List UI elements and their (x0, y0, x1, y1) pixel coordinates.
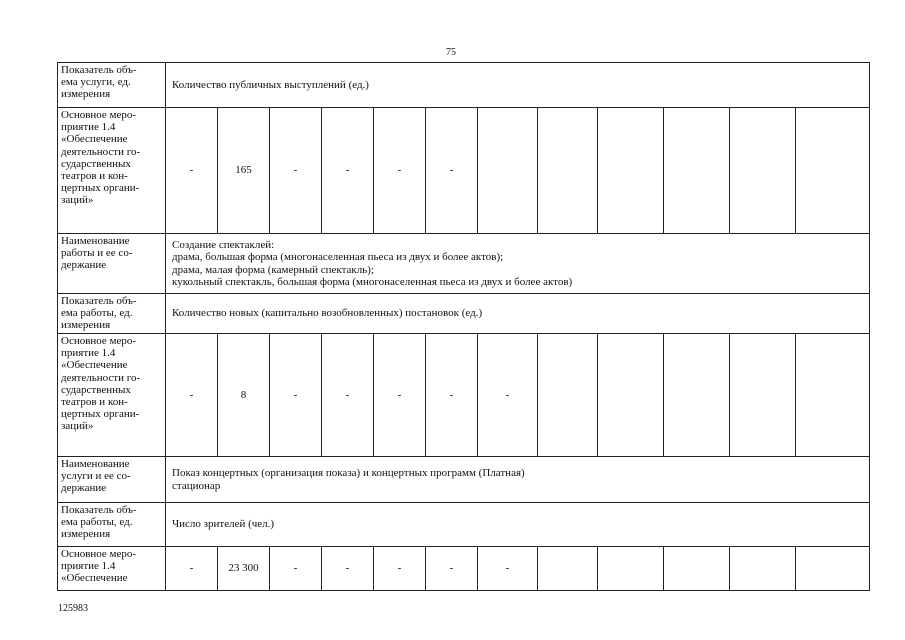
row-label: Наименование услуги и ее со- держание (58, 457, 166, 503)
value-cell: - (374, 547, 426, 591)
table-row (58, 457, 870, 503)
value-cell (538, 108, 598, 234)
table-row (58, 294, 870, 334)
value-cell: - (426, 108, 478, 234)
value-cell (538, 547, 598, 591)
indicator-text: Количество новых (капитально возобновленных) постановок (ед.) (166, 294, 870, 334)
value-cell: - (478, 547, 538, 591)
value-cell (796, 334, 870, 457)
value-cell (478, 108, 538, 234)
value-cell (796, 108, 870, 234)
value-cell (664, 334, 730, 457)
indicator-text: Количество публичных выступлений (ед.) (166, 63, 870, 108)
value-cell: - (374, 334, 426, 457)
row-label: Показатель объ- ема работы, ед. измерения (58, 294, 166, 334)
value-cell: 8 (218, 334, 270, 457)
indicator-text: Число зрителей (чел.) (166, 503, 870, 547)
row-label: Показатель объ- ема работы, ед. измерения (58, 503, 166, 547)
table-row (58, 63, 870, 108)
value-cell (730, 547, 796, 591)
value-cell (664, 108, 730, 234)
row-label: Основное меро- приятие 1.4 «Обеспечение деятельности го- сударственных театров и кон- цертных органи- заций» (58, 108, 166, 234)
value-cell: - (322, 108, 374, 234)
value-cell: - (166, 108, 218, 234)
row-label: Показатель объ- ема услуги, ед. измерения (58, 63, 166, 108)
service-description: Показ концертных (организация показа) и концертных программ (Платная) стационар (166, 457, 870, 503)
value-cell: - (166, 547, 218, 591)
document-code: 125983 (58, 603, 88, 614)
value-cell (796, 547, 870, 591)
table-row (58, 503, 870, 547)
value-cell: - (426, 547, 478, 591)
table-row (58, 108, 870, 234)
value-cell: - (374, 108, 426, 234)
table-row (58, 234, 870, 294)
value-cell: - (270, 108, 322, 234)
value-cell: - (322, 547, 374, 591)
table-row (58, 547, 870, 591)
value-cell (598, 547, 664, 591)
value-cell: - (478, 334, 538, 457)
value-cell (598, 108, 664, 234)
value-cell: 165 (218, 108, 270, 234)
row-label: Основное меро- приятие 1.4 «Обеспечение деятельности го- сударственных театров и кон- цертных органи- заций» (58, 334, 166, 457)
value-cell: - (322, 334, 374, 457)
table-row (58, 334, 870, 457)
value-cell: - (426, 334, 478, 457)
work-description: Создание спектаклей: драма, большая форма (многонаселенная пьеса из двух и более актов); драма, малая форма (камерный спектакль); кукольный спектакль, большая форма (многонаселенная пьеса из двух и более актов) (166, 234, 870, 294)
row-label: Наименование работы и ее со- держание (58, 234, 166, 294)
value-cell (538, 334, 598, 457)
value-cell (730, 108, 796, 234)
page-number: 75 (446, 47, 456, 58)
indicators-table (57, 62, 870, 591)
value-cell: - (270, 547, 322, 591)
value-cell (730, 334, 796, 457)
row-label: Основное меро- приятие 1.4 «Обеспечение (58, 547, 166, 591)
value-cell: - (166, 334, 218, 457)
value-cell: - (270, 334, 322, 457)
value-cell: 23 300 (218, 547, 270, 591)
value-cell (598, 334, 664, 457)
value-cell (664, 547, 730, 591)
